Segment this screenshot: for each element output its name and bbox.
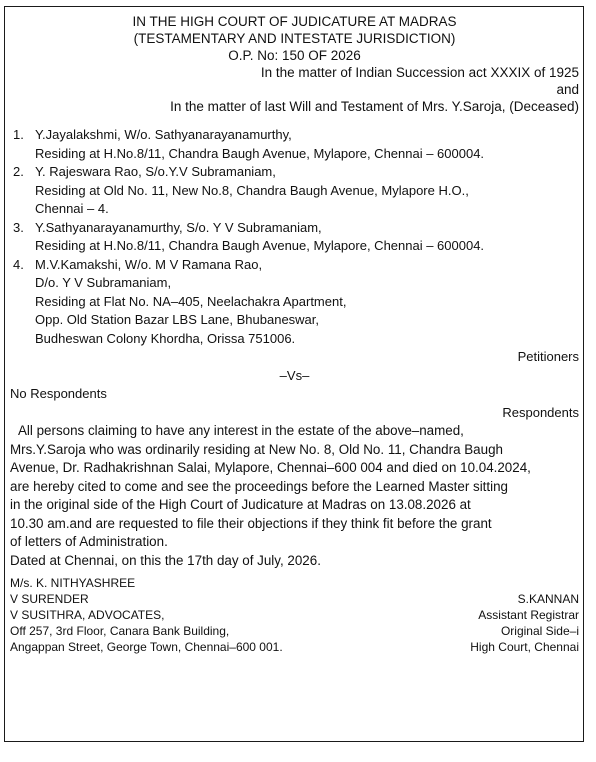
signature-block (10, 575, 579, 655)
dated-line: Dated at Chennai, on this the 17th day of July, 2026. (10, 552, 321, 568)
matter-and: and (556, 82, 579, 97)
body-line: Mrs.Y.Saroja who was ordinarily residing at New No. 8, Old No. 11, Chandra Baugh (10, 441, 503, 457)
petitioner-number: 2. (13, 164, 24, 179)
registrar-line: Original Side–i (500, 624, 579, 638)
jurisdiction: (TESTAMENTARY AND INTESTATE JURISDICTION) (133, 31, 456, 46)
body-line: are hereby cited to come and see the proceedings before the Learned Master sitting (10, 478, 508, 494)
petitioner-line: Y. Rajeswara Rao, S/o.Y.V Subramaniam, (35, 164, 276, 179)
versus-label: –Vs– (279, 367, 310, 383)
petitioner-line: Y.Jayalakshmi, W/o. Sathyanarayanamurthy, (35, 127, 292, 142)
petitioner-4 (13, 256, 579, 349)
petitioner-line: Y.Sathyanarayanamurthy, S/o. Y V Subramaniam, (35, 219, 322, 235)
body-line: Avenue, Dr. Radhakrishnan Salai, Mylapore, Chennai–600 004 and died on 10.04.2024, (10, 460, 531, 475)
registrar-line: S.KANNAN (517, 592, 579, 606)
petitioners-label: Petitioners (517, 349, 579, 364)
petitioner-2 (13, 163, 579, 219)
petitioner-line: Residing at Old No. 11, New No.8, Chandra Baugh Avenue, Mylapore H.O., (35, 182, 469, 198)
matter-act: In the matter of Indian Succession act XXXIX of 1925 (260, 65, 579, 80)
petitioner-line: Residing at Flat No. NA–405, Neelachakra Apartment, (35, 293, 347, 309)
advocate-line: V SURENDER (10, 592, 89, 606)
petitioner-line: Opp. Old Station Bazar LBS Lane, Bhubaneswar, (35, 312, 320, 327)
body-line: in the original side of the High Court of Judicature at Madras on 13.08.2026 at (10, 497, 471, 512)
citation-paragraph (10, 422, 579, 570)
petitioner-number: 3. (13, 219, 24, 235)
body-line: of letters of Administration. (10, 534, 168, 549)
petitioner-line: Residing at H.No.8/11, Chandra Baugh Avenue, Mylapore, Chennai – 600004. (35, 238, 485, 253)
body-line: 10.30 am.and are requested to file their objections if they think fit before the grant (10, 515, 492, 531)
registrar-block (470, 575, 579, 655)
legal-notice (4, 6, 584, 742)
advocate-line: V SUSITHRA, ADVOCATES, (10, 608, 165, 622)
court-name: IN THE HIGH COURT OF JUDICATURE AT MADRAS (132, 14, 457, 29)
advocate-line: M/s. K. NITHYASHREE (10, 576, 136, 590)
registrar-line: High Court, Chennai (470, 640, 579, 654)
petitioner-line: M.V.Kamakshi, W/o. M V Ramana Rao, (35, 256, 263, 272)
petitioner-number: 1. (13, 127, 24, 142)
no-respondents: No Respondents (10, 386, 107, 401)
body-line: All persons claiming to have any interest in the estate of the above–named, (18, 423, 464, 438)
advocate-line: Angappan Street, George Town, Chennai–600 001. (10, 640, 283, 654)
petitioner-list (10, 126, 579, 348)
op-number: O.P. No: 150 OF 2026 (228, 48, 361, 63)
matter-will: In the matter of last Will and Testament of Mrs. Y.Saroja, (Deceased) (170, 99, 579, 114)
advocates-block (10, 575, 283, 655)
petitioner-1 (13, 126, 579, 163)
petitioner-3 (13, 219, 579, 256)
petitioner-line: Budheswan Colony Khordha, Orissa 751006. (35, 330, 296, 346)
petitioner-number: 4. (13, 256, 24, 272)
registrar-line: Assistant Registrar (478, 608, 579, 622)
respondents-label: Respondents (502, 404, 579, 420)
advocate-line: Off 257, 3rd Floor, Canara Bank Building, (10, 624, 230, 638)
petitioner-line: Chennai – 4. (35, 201, 109, 216)
petitioner-line: D/o. Y V Subramaniam, (35, 275, 172, 290)
notice-header (10, 7, 579, 115)
petitioner-line: Residing at H.No.8/11, Chandra Baugh Avenue, Mylapore, Chennai – 600004. (35, 145, 485, 161)
